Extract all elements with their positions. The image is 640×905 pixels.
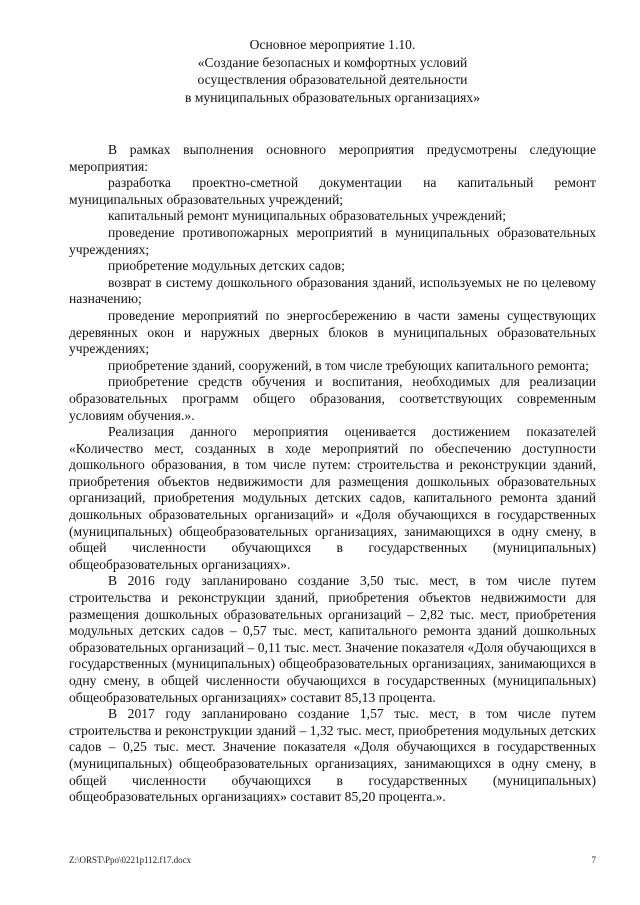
file-path: Z:\ORST\Ppo\0221p112.f17.docx	[69, 855, 192, 865]
title-line: Основное мероприятие 1.10.	[249, 37, 416, 52]
document-page	[69, 36, 596, 806]
title-line: осуществления образовательной деятельности	[197, 72, 468, 87]
page-number: 7	[591, 855, 596, 865]
list-item: проведение противопожарных мероприятий в муниципальных образовательных учреждениях;	[69, 224, 596, 257]
title-line: «Создание безопасных и комфортных условий	[197, 54, 468, 70]
list-item: проведение мероприятий по энергосбережению в части замены существующих деревянных окон и наружных дверных блоков в муниципальных образовательных учреждениях;	[69, 307, 596, 357]
list-item: разработка проектно-сметной документации на капитальный ремонт муниципальных образовательных учреждений;	[69, 175, 596, 207]
paragraph: В 2017 году запланировано создание 1,57 тыс. мест, в том числе путем строительства и реконструкции зданий – 1,32 тыс. мест, приобретения модульных детских садов – 0,25 тыс. мест. Значение показателя «Доля обучающихся в государственных (муниципальных) общеобразовательных организациях, занимающихся в одну смену, в общей численности обучающихся в государственных (муниципальных) общеобразовательных организациях» составит 85,20 процента.».	[69, 706, 596, 805]
document-body	[69, 142, 596, 806]
title-line: в муниципальных образовательных организациях»	[185, 89, 480, 105]
section-title	[69, 36, 596, 106]
list-item: возврат в систему дошкольного образования зданий, используемых не по целевому назначению;	[69, 274, 596, 307]
paragraph: В 2016 году запланировано создание 3,50 тыс. мест, в том числе путем строительства и реконструкции зданий, приобретения объектов недвижимости для размещения дошкольных образовательных организаций – 2,82 тыс. мест, приобретения модульных детских садов – 0,57 тыс. мест, капитального ремонта зданий дошкольных образовательных организаций – 0,11 тыс. мест. Значение показателя «Доля обучающихся в государственных (муниципальных) общеобразовательных организациях, занимающихся в одну смену, в общей численности обучающихся в государственных (муниципальных) общеобразовательных организациях» составит 85,13 процента.	[69, 573, 596, 705]
list-item: капитальный ремонт муниципальных образовательных учреждений;	[108, 208, 507, 224]
list-item: приобретение зданий, сооружений, в том числе требующих капитального ремонта;	[108, 357, 589, 373]
paragraph: Реализация данного мероприятия оценивается достижением показателей «Количество мест, созданных в ходе мероприятий по обеспечению доступности дошкольного образования, в том числе путем: строительства и реконструкции зданий, приобретения объектов недвижимости для размещения дошкольных образовательных организаций, приобретения модульных детских садов, капитального ремонта зданий дошкольных образовательных организаций» и «Доля обучающихся в государственных (муниципальных) общеобразовательных организациях, занимающихся в одну смену, в общей численности обучающихся в государственных (муниципальных) общеобразовательных организациях».	[69, 424, 596, 572]
paragraph: В рамках выполнения основного мероприятия предусмотрены следующие мероприятия:	[69, 142, 596, 174]
list-item: приобретение средств обучения и воспитания, необходимых для реализации образовательных программ общего образования, соответствующих современным условиям обучения.».	[69, 374, 596, 423]
list-item: приобретение модульных детских садов;	[108, 258, 345, 274]
